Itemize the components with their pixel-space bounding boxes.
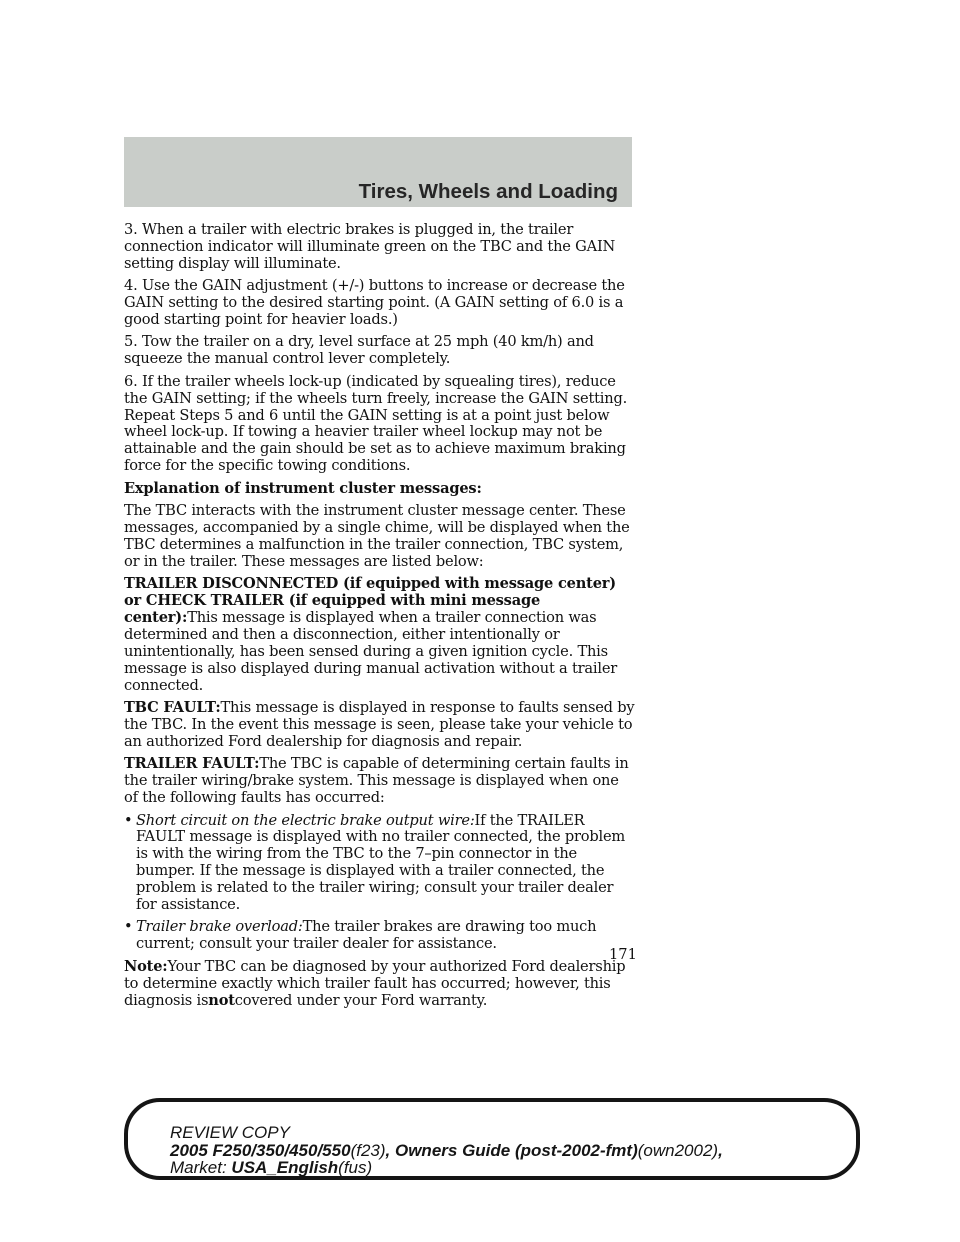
note-emphasis: not <box>208 991 235 1009</box>
review-guide-code: (own2002) <box>637 1140 719 1160</box>
review-market-label: Market: <box>170 1158 227 1177</box>
review-model-line <box>170 1142 723 1160</box>
review-copy-box <box>124 1098 860 1180</box>
review-market-code: (fus) <box>338 1158 373 1177</box>
note-label: Note: <box>124 957 168 975</box>
cluster-intro: The TBC interacts with the instrument cluster message center. These messages, accompanied by a single chime, will be displayed when the TBC determines a malfunction in the trailer connection, TBC system, or in the trailer. These messages are listed below: <box>124 502 630 570</box>
header-band <box>124 137 632 207</box>
bullet-label: Short circuit on the electric brake output wire: <box>136 811 475 829</box>
message-description: This message is displayed when a trailer connection was determined and then a disconnection, either intentionally or unintentionally, has been sensed during a given ignition cycle. This message is also displayed during manual activation without a trailer connected. <box>124 609 618 694</box>
step-4: 4. Use the GAIN adjustment (+/-) buttons to increase or decrease the GAIN setting to the desired starting point. (A GAIN setting of 6.0 is a good starting point for heavier loads.) <box>124 277 625 329</box>
review-market-value: USA_English <box>231 1158 339 1177</box>
review-copy-line: REVIEW COPY <box>170 1123 290 1142</box>
bullet-short-circuit <box>124 813 636 914</box>
message-description: The TBC is capable of determining certain faults in the trailer wiring/brake system. This message is displayed when one of the following faults has occurred: <box>124 755 629 807</box>
page-number: 171 <box>609 946 637 963</box>
review-comma: , <box>718 1140 723 1160</box>
review-separator: , <box>385 1140 395 1160</box>
bullet-symbol: • <box>124 918 133 936</box>
note-text-end: covered under your Ford warranty. <box>234 991 488 1009</box>
message-label: TRAILER DISCONNECTED (if equipped with message center) or CHECK TRAILER (if equipped with mini message center): <box>124 575 616 627</box>
step-6: 6. If the trailer wheels lock-up (indicated by squealing tires), reduce the GAIN setting; if the wheels turn freely, increase the GAIN setting. Repeat Steps 5 and 6 until the GAIN setting is at a point just below wheel lock-up. If towing a heavier trailer wheel lockup may not be attainable and the gain should be set as to achieve maximum braking force for the specific towing conditions. <box>124 372 628 475</box>
bullet-text: The trailer brakes are drawing too much current; consult your trailer dealer for assistance. <box>136 918 597 953</box>
message-label: TBC FAULT: <box>124 699 221 717</box>
bullet-symbol: • <box>124 811 133 829</box>
message-description: This message is displayed in response to faults sensed by the TBC. In the event this message is seen, please take your vehicle to an authorized Ford dealership for diagnosis and repair. <box>124 699 635 750</box>
message-trailer-disconnected <box>124 576 636 694</box>
review-market-line <box>170 1159 723 1177</box>
message-trailer-fault <box>124 756 636 807</box>
review-guide: Owners Guide (post-2002-fmt) <box>394 1140 638 1160</box>
bullet-text: If the TRAILER FAULT message is displayed with no trailer connected, the problem is with the wiring from the TBC to the 7–pin connector in the bumper. If the message is displayed with a trailer connected, the problem is related to the trailer wiring; consult your trailer dealer for assistance. <box>136 811 626 914</box>
review-model: 2005 F250/350/450/550 <box>170 1140 351 1160</box>
step-5: 5. Tow the trailer on a dry, level surface at 25 mph (40 km/h) and squeeze the manual control lever completely. <box>124 333 594 368</box>
section-title: Tires, Wheels and Loading <box>358 180 618 203</box>
cluster-heading: Explanation of instrument cluster messages: <box>124 479 482 497</box>
note-text: Your TBC can be diagnosed by your authorized Ford dealership to determine exactly which trailer fault has occurred; however, this diagnosis is <box>124 957 626 1009</box>
bullet-brake-overload <box>124 919 636 953</box>
review-model-code: (f23) <box>350 1140 386 1160</box>
warranty-note <box>124 959 636 1010</box>
step-3: 3. When a trailer with electric brakes is plugged in, the trailer connection indicator will illuminate green on the TBC and the GAIN setting display will illuminate. <box>124 221 616 272</box>
bullet-label: Trailer brake overload: <box>136 918 303 936</box>
message-label: TRAILER FAULT: <box>124 755 260 773</box>
review-copy-text <box>170 1124 723 1177</box>
page-body <box>124 222 636 1015</box>
message-tbc-fault <box>124 700 636 751</box>
